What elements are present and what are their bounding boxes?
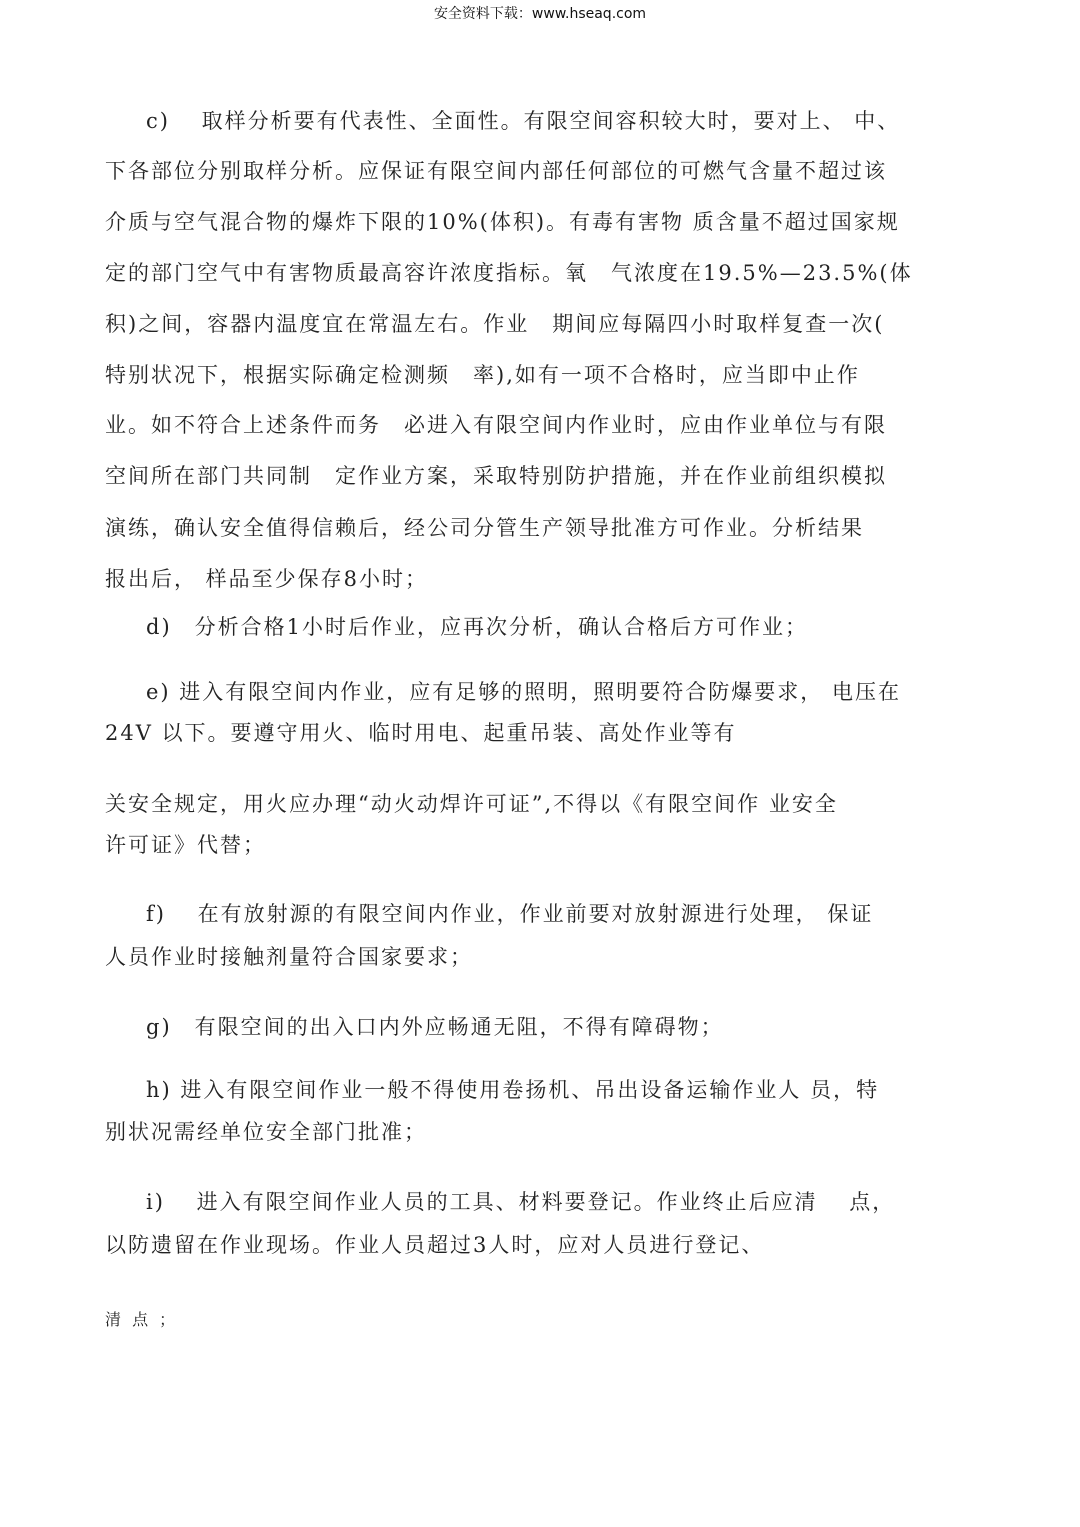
text-line: 介质与空气混合物的爆炸下限的10%(体积)。有毒有害物 质含量不超过国家规 [105,210,900,234]
text-line: c) 取样分析要有代表性、全面性。有限空间容积较大时，要对上、 中、 [146,109,901,133]
text-line: e) 进入有限空间内作业，应有足够的照明，照明要符合防爆要求， 电压在 [146,680,901,704]
text-line: f) 在有放射源的有限空间内作业，作业前要对放射源进行处理， 保证 [146,902,874,926]
text-line: 24V 以下。要遵守用火、临时用电、起重吊装、高处作业等有 [105,721,737,745]
text-line: g) 有限空间的出入口内外应畅通无阻，不得有障碍物； [146,1015,724,1039]
text-line: 清 点 ； [105,1310,179,1329]
text-line: 报出后， 样品至少保存8小时； [105,567,429,591]
text-line: 关安全规定，用火应办理“动火动焊许可证”,不得以《有限空间作 业安全 [105,792,838,816]
text-line: i) 进入有限空间作业人员的工具、材料要登记。作业终止后应清 点， [146,1190,896,1214]
text-line: 空间所在部门共同制 定作业方案，采取特别防护措施，并在作业前组织模拟 [105,464,887,488]
page-header-source: 安全资料下载：www.hseaq.com [433,6,647,22]
text-line: h) 进入有限空间作业一般不得使用卷扬机、吊出设备运输作业人 员，特 [146,1078,880,1102]
text-line: 人员作业时接触剂量符合国家要求； [105,945,473,969]
text-line: 特别状况下，根据实际确定检测频 率),如有一项不合格时，应当即中止作 [105,363,860,387]
text-line: 以防遗留在作业现场。作业人员超过3人时，应对人员进行登记、 [105,1233,765,1257]
text-line: 演练，确认安全值得信赖后，经公司分管生产领导批准方可作业。分析结果 [105,516,864,540]
text-line: 许可证》代替； [105,833,266,857]
text-line: d) 分析合格1小时后作业，应再次分析，确认合格后方可作业； [146,615,808,639]
text-line: 积)之间，容器内温度宜在常温左右。作业 期间应每隔四小时取样复查一次( [105,312,885,336]
text-line: 业。如不符合上述条件而务 必进入有限空间内作业时，应由作业单位与有限 [105,413,887,437]
text-line: 别状况需经单位安全部门批准； [105,1120,427,1144]
text-line: 定的部门空气中有害物质最高容许浓度指标。氧 气浓度在19.5%—23.5%(体 [105,261,913,285]
text-line: 下各部位分别取样分析。应保证有限空间内部任何部位的可燃气含量不超过该 [105,159,887,183]
